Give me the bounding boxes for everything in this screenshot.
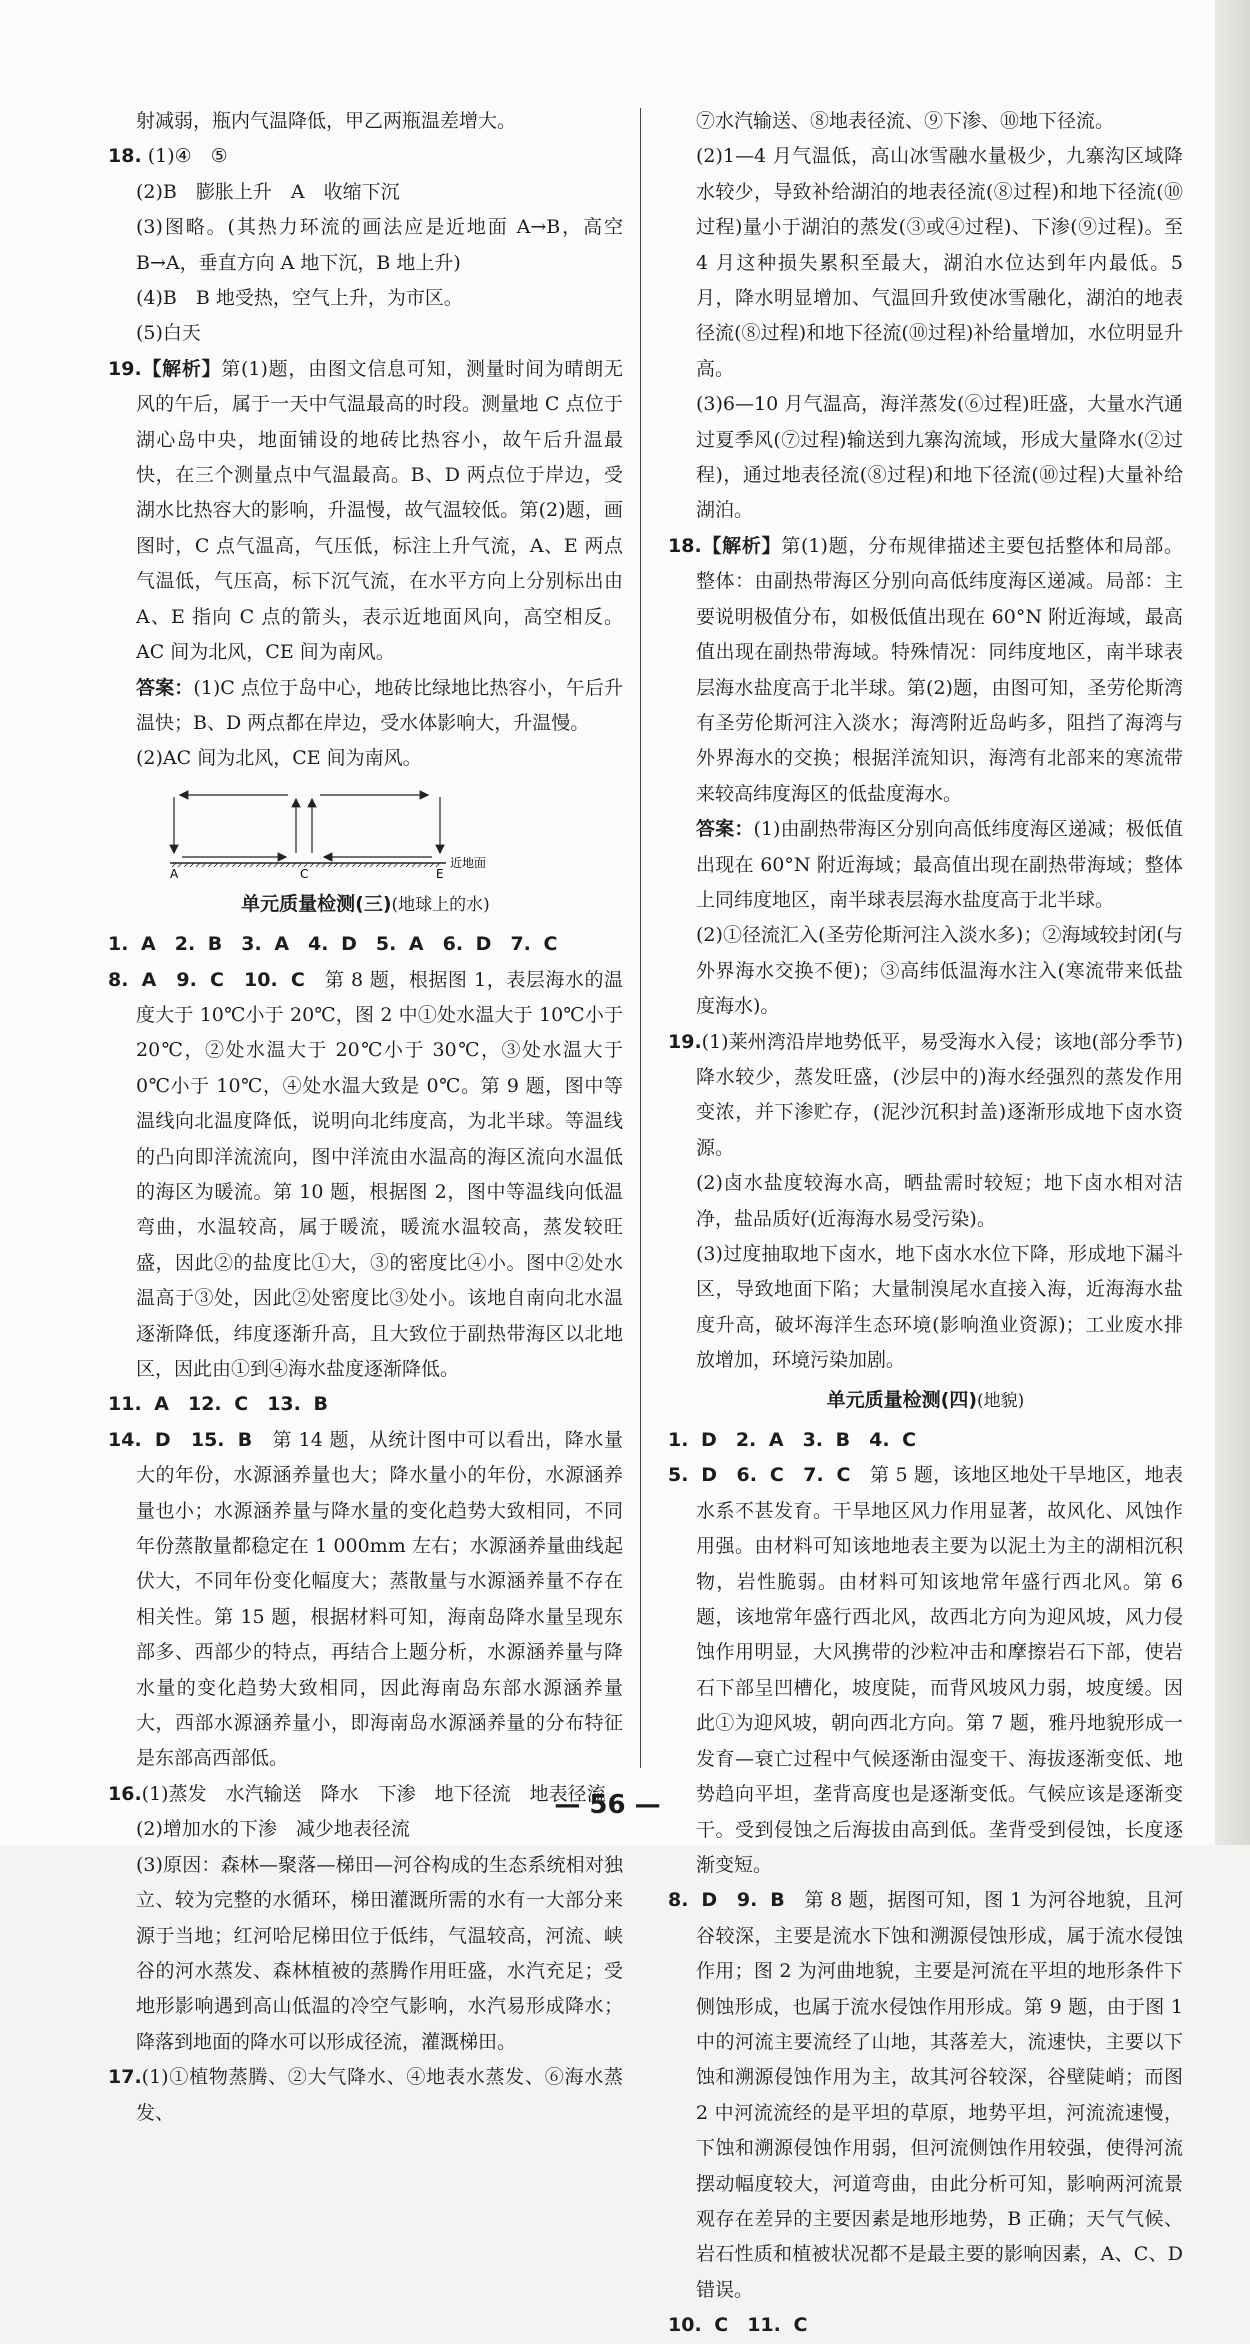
mcq-answers: 1. D 2. A 3. B 4. C (668, 1429, 917, 1452)
analysis-text: 第(1)题，由图文信息可知，测量时间为晴朗无风的午后，属于一天中气温最高的时段。测量地 C 点位于湖心岛中央，地面铺设的地砖比热容小，故午后升温最快，在三个测量点中气温最高。B、D 两点位于岸边，受湖水比热容大的影响，升温慢，故气温较低。第(2)题，画图时，C 点气温高，气压低，标注上升气流，A、E 两点气温低，气压高，标下沉气流，在水平方向上分别标出由 A、E 指向 C 点的箭头，表示近地面风向，高空相反。AC 间为北风，CE 间为南风。 (136, 357, 623, 664)
mcq-answers: 1. A 2. B 3. A 4. D 5. A 6. D 7. C (108, 933, 558, 956)
page-number: — 56 — (554, 1790, 661, 1820)
label-ground: 近地面 (450, 855, 487, 870)
analysis-tag: 【解析】 (141, 357, 222, 380)
answer-text: (1)由副热带海区分别向高低纬度海区递减；极低值出现在 60°N 附近海域；最高值出现在副热带海域；整体上同纬度地区，南半球表层海水盐度高于北半球。 (696, 818, 1183, 911)
question-number: 17. (108, 2066, 142, 2089)
question-14-15 (108, 1423, 623, 1777)
column-divider (640, 108, 641, 1768)
answer-block (668, 812, 1183, 918)
answer-text: (5)白天 (136, 322, 201, 345)
section-subtitle: (地貌) (977, 1390, 1025, 1411)
section-heading: 单元质量检测(三) (241, 892, 392, 915)
answer-label: 答案： (696, 818, 754, 841)
answer-text: ⑦水汽输送、⑧地表径流、⑨下渗、⑩地下径流。 (696, 110, 1115, 132)
answer-text: (3)过度抽取地下卤水，地下卤水水位下降，形成地下漏斗区，导致地面下陷；大量制溴尾水直接入海，近海海水盐度升高，破坏海洋生态环境(影响渔业资源)；工业废水排放增加，环境污染加剧。 (696, 1243, 1183, 1372)
question-17 (108, 2060, 623, 2131)
answer-head: 8. A 9. C 10. C (108, 968, 305, 991)
answer-head: 14. D 15. B (108, 1428, 253, 1451)
answer-text: (1)蒸发 水汽输送 降水 下渗 地下径流 地表径流 (141, 1782, 606, 1805)
explanation-text: 第 8 题，据图可知，图 1 为河谷地貌，且河谷较深，主要是流水下蚀和溯源侵蚀形成，属于流水侵蚀作用；图 2 为河曲地貌，主要是河流在平坦的地形条件下侧蚀形成，也属于流水侵蚀作用形成。第 9 题，由于图 1 中的河流主要流经了山地，其落差大，流速快，主要以下蚀和溯源侵蚀作用为主，故其河谷较深，谷壁陡峭；而图 2 中河流流经的是平坦的草原，地势平坦，河流流速慢，下蚀和溯源侵蚀作用弱，但河流侧蚀作用较强，使得河流摆动幅度较大，河道弯曲，由此分析可知，影响两河流景观存在差异的主要因素是地形地势，B 正确；天气气候、岩石性质和植被状况都不是最主要的影响因素，A、C、D 错误。 (696, 1889, 1183, 2301)
analysis-tag: 【解析】 (701, 534, 782, 557)
answer-head: 8. D 9. B (668, 1889, 785, 1912)
answer-text: (3)原因：森林—聚落—梯田—河谷构成的生态系统相对独立、较为完整的水循环，梯田灌溉所需的水有一大部分来源于当地；红河哈尼梯田位于低纬，气温较高，河流、峡谷的河水蒸发、森林植被的蒸腾作用旺盛，水汽充足；受地形影响遇到高山低温的冷空气影响，水汽易形成降水；降落到地面的降水可以形成径流，灌溉梯田。 (136, 1853, 623, 2053)
label-e: E (436, 866, 444, 879)
answer-text: (2)卤水盐度较海水高，晒盐需时较短；地下卤水相对洁净，盐品质好(近海海水易受污染)。 (696, 1172, 1183, 1230)
answer-text: (2)1—4 月气温低，高山冰雪融水量极少，九寨沟区域降水较少，导致补给湖泊的地表径流(⑧过程)和地下径流(⑩过程)量小于湖泊的蒸发(③或④过程)、下渗(⑨过程)。至 4 月这种损失累积至最大，湖泊水位达到年内最低。5 月，降水明显增加、气温回升致使冰雪融化，湖泊的地表径流(⑧过程)和地下径流(⑩过程)补给量增加，水位明显升高。 (696, 145, 1183, 380)
answer-text: (2)B 膨胀上升 A 收缩下沉 (136, 180, 400, 203)
section-title-3 (108, 887, 623, 923)
answer-label: 答案： (136, 676, 194, 699)
answer-text: (3)6—10 月气温高，海洋蒸发(⑥过程)旺盛，大量水汽通过夏季风(⑦过程)输送到九寨沟流域，形成大量降水(②过程)，通过地表径流(⑧过程)和地下径流(⑩过程)大量补给湖泊。 (696, 393, 1183, 522)
label-c: C (300, 866, 309, 879)
question-number: 19. (668, 1030, 702, 1053)
mcq-answers: 10. C 11. C (668, 2314, 808, 2337)
answer-text: (4)B B 地受热，空气上升，为市区。 (136, 287, 463, 310)
mcq-answers: 11. A 12. C 13. B (108, 1393, 328, 1416)
answer-text: (1)①植物蒸腾、②大气降水、④地表水蒸发、⑥海水蒸发、 (136, 2066, 623, 2124)
page-edge-shadow (1215, 0, 1250, 1845)
answer-text: (2)①径流汇入(圣劳伦斯河注入淡水多)；②海域较封闭(与外界海水交换不便)；③高纬低温海水注入(寒流带来低盐度海水)。 (696, 924, 1183, 1018)
question-19-right (668, 1025, 1183, 1167)
answer-text: (2)AC 间为北风，CE 间为南风。 (136, 747, 422, 770)
answer-text: (2)增加水的下渗 减少地表径流 (136, 1818, 410, 1841)
answer-text: (3)图略。(其热力环流的画法应是近地面 A→B，高空 B→A，垂直方向 A 地下沉，B 地上升) (136, 216, 623, 274)
question-number: 18. (668, 534, 702, 557)
question-number: 19. (108, 357, 142, 380)
question-8-9 (668, 1883, 1183, 2308)
left-column (108, 104, 623, 2131)
explanation-text: 第 14 题，从统计图中可以看出，降水量大的年份，水源涵养量也大；降水量小的年份，水源涵养量也小；水源涵养量与降水量的变化趋势大致相同，不同年份蒸散量都稳定在 1 000mm 左右；水源涵养量曲线起伏大，不同年份变化幅度大；蒸散量与水源涵养量不存在相关性。第 15 题，根据材料可知，海南岛降水量呈现东部多、西部少的特点，再结合上题分析，水源涵养量与降水量的变化趋势大致相同，因此海南岛东部水源涵养量大，西部水源涵养量小，即海南岛水源涵养量的分布特征是东部高西部低。 (136, 1428, 623, 1770)
explanation-text: 第 8 题，根据图 1，表层海水的温度大于 10℃小于 20℃，图 2 中①处水温大于 10℃小于 20℃，②处水温大于 20℃小于 30℃，③处水温大于 0℃小于 10℃，④处水温大致是 0℃。第 9 题，图中等温线向北温度降低，说明向北纬度高，为北半球。等温线的凸向即洋流流向，图中洋流由水温高的海区流向水温低的海区为暖流。第 10 题，根据图 2，图中等温线向低温弯曲，水温较高，属于暖流，暖流水温较高，蒸发较旺盛，因此②的盐度比①大，③的密度比④小。图中②处水温高于③处，因此②处密度比③处小。该地自南向北水温逐渐降低，纬度逐渐升高，且大致位于副热带海区以北地区，因此由①到④海水盐度逐渐降低。 (136, 968, 623, 1380)
answer-head: 5. D 6. C 7. C (668, 1464, 851, 1487)
explanation-text: 第 5 题，该地区地处干旱地区，地表水系不甚发育。干旱地区风力作用显著，故风化、风蚀作用强。由材料可知该地地表主要为以泥土为主的湖相沉积物，岩性脆弱。由材料可知该地常年盛行西北风。第 6 题，该地常年盛行西北风，故西北方向为迎风坡，风力侵蚀作用明显，大风携带的沙粒冲击和摩擦岩石下部，使岩石下部呈凹槽化，坡度陡，而背风坡风力弱，坡度缓。因此①为迎风坡，朝向西北方向。第 7 题，雅丹地貌形成一发育—衰亡过程中气候逐渐由湿变干、海拔逐渐变低、地势趋向平坦，垄背高度也是逐渐变低。气候应该是逐渐变干。受到侵蚀之后海拔由高到低。垄背受到侵蚀，长度逐渐变短。 (696, 1464, 1183, 1876)
answer-text: (1)C 点位于岛中心，地砖比绿地比热容小，午后升温快；B、D 两点都在岸边，受水体影响大，升温慢。 (136, 676, 623, 734)
answer-text: (1)莱州湾沿岸地势低平，易受海水入侵；该地(部分季节)降水较少，蒸发旺盛，(沙层中的)海水经强烈的蒸发作用变浓，并下渗贮存，(泥沙沉积封盖)逐渐形成地下卤水资源。 (696, 1030, 1183, 1159)
question-18-right (668, 529, 1183, 812)
answer-text: (1)④ ⑤ (147, 145, 228, 168)
text-paragraph: 射减弱，瓶内气温降低，甲乙两瓶温差增大。 (136, 110, 517, 132)
thermal-circulation-diagram (168, 783, 488, 879)
right-column (668, 104, 1183, 2344)
question-19 (108, 352, 623, 671)
section-title-4 (668, 1383, 1183, 1419)
question-number: 16. (108, 1782, 142, 1805)
label-a: A (170, 866, 179, 879)
question-number: 18. (108, 145, 142, 168)
section-subtitle: (地球上的水) (391, 894, 490, 915)
analysis-text: 第(1)题，分布规律描述主要包括整体和局部。整体：由副热带海区分别向高低纬度海区递减。局部：主要说明极值分布，如极低值出现在 60°N 附近海域，最高值出现在副热带海域。特殊情况：同纬度地区，南半球表层海水盐度高于北半球。第(2)题，由图可知，圣劳伦斯湾有圣劳伦斯河注入淡水；海湾附近岛屿多，阻挡了海湾与外界海水的交换；根据洋流知识，海湾有北部来的寒流带来较高纬度海区的低盐度海水。 (696, 534, 1183, 805)
section-heading: 单元质量检测(四) (826, 1388, 978, 1411)
answer-block (108, 671, 623, 742)
question-18 (108, 139, 623, 174)
question-8-10 (108, 963, 623, 1388)
